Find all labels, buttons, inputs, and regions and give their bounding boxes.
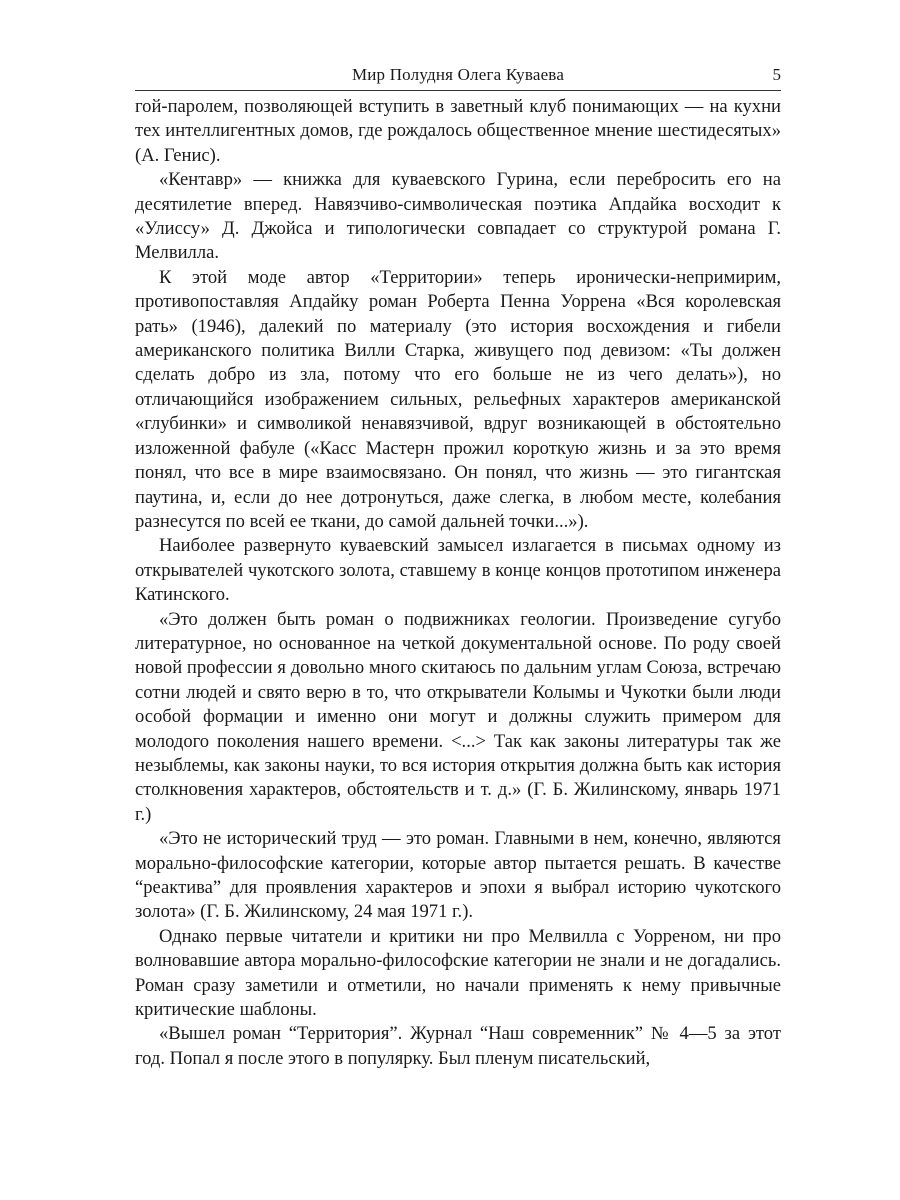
paragraph-3: К этой моде автор «Территории» теперь иронически-непримирим, противопоставляя Апдайку роман Роберта Пенна Уоррена «Вся королевская рать» (1946), далекий по материалу (это история восхождения и гибели американского политика Вилли Старка, живущего под девизом: «Ты должен сделать добро из зла, потому что его больше не из чего делать»), но отличающийся изображением сильных, рельефных характеров американской «глубинки» и символикой ненавязчивой, вдруг возникающей в обстоятельно изложенной фабуле («Касс Мастерн прожил короткую жизнь и за это время понял, что все в мире взаимосвязано. Он понял, что жизнь — это гигантская паутина, и, если до нее дотронуться, даже слегка, в любом месте, колебания разнесутся по всей ее ткани, до самой дальней точки...»). — [135, 266, 781, 532]
body-text — [135, 95, 781, 1071]
paragraph-2: «Кентавр» — книжка для куваевского Гурина, если перебросить его на десятилетие вперед. Навязчиво-символическая поэтика Апдайка восходит к «Улиссу» Д. Джойса и типологически совпадает со структурой романа Г. Мелвилла. — [135, 169, 781, 264]
paragraph-7: Однако первые читатели и критики ни про Мелвилла с Уорреном, ни про волновавшие автора морально-философские категории не знали и не догадались. Роман сразу заметили и отметили, но начали применять к нему привычные критические шаблоны. — [135, 925, 781, 1021]
page-number: 5 — [772, 65, 781, 84]
running-header — [135, 60, 781, 91]
paragraph-4: Наиболее развернуто куваевский замысел излагается в письмах одному из открывателей чукотского золота, ставшему в конце концов прототипом инженера Катинского. — [135, 535, 781, 606]
book-page — [135, 60, 781, 1071]
paragraph-8: «Вышел роман “Территория”. Журнал “Наш современник” № 4—5 за этот год. Попал я после этого в популярку. Был пленум писательский, — [135, 1023, 781, 1069]
running-title: Мир Полудня Олега Куваева — [351, 65, 565, 84]
paragraph-5: «Это должен быть роман о подвижниках геологии. Произведение сугубо литературное, но основанное на четкой документальной основе. По роду своей новой профессии я довольно много скитаюсь по дальним углам Союза, встречаю сотни людей и свято верю в то, что открыватели Колымы и Чукотки были люди особой формации и именно они могут и должны служить примером для молодого поколения нашего времени. <...> Так как законы литературы так же незыблемы, как законы науки, то вся история открытия должна быть как история столкновения характеров, обстоятельств и т. д.» (Г. Б. Жилинскому, январь 1971 г.) — [135, 608, 781, 825]
paragraph-6: «Это не исторический труд — это роман. Главными в нем, конечно, являются морально-философские категории, которые автор пытается решать. В качестве “реактива” для проявления характеров и эпохи я выбрал историю чукотского золота» (Г. Б. Жилинскому, 24 мая 1971 г.). — [135, 828, 781, 923]
paragraph-1: гой-паролем, позволяющей вступить в заветный клуб понимающих — на кухни тех интеллигентных домов, где рождалось общественное мнение шестидесятых» (А. Генис). — [135, 96, 781, 166]
